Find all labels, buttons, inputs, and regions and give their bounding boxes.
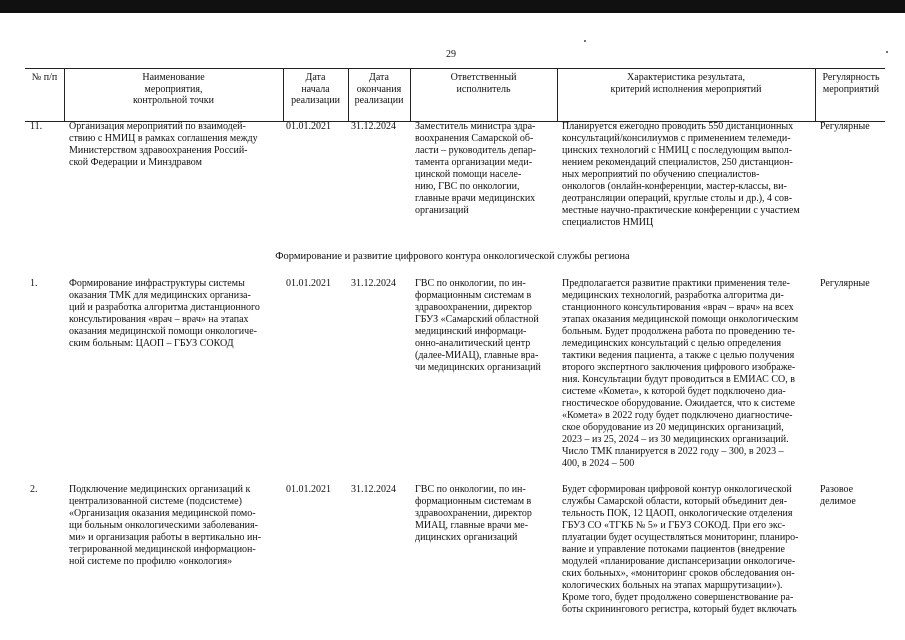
row-responsible-line: организаций bbox=[415, 205, 469, 216]
row-result bbox=[562, 278, 817, 470]
row-result-line: 2023 – из 25, 2024 – из 30 медицинских организаций. bbox=[562, 434, 789, 445]
row-name-line: Формирование инфраструктуры системы bbox=[69, 278, 245, 289]
row-responsible-line: Заместитель министра здра- bbox=[415, 121, 536, 132]
header-top-rule bbox=[25, 68, 885, 69]
row-responsible-line: ласти – руководитель депар- bbox=[415, 145, 537, 156]
row-responsible-line: формационным системам в bbox=[415, 290, 532, 301]
row-name-line: «Организация оказания медицинской помо- bbox=[69, 508, 256, 519]
row-result-line: медицинских технологий, разработка алгоритма ди- bbox=[562, 290, 784, 301]
row-responsible-line: онно-аналитический центр bbox=[415, 338, 531, 349]
row-result-line: этапах оказания медицинской помощи онкологическим bbox=[562, 314, 799, 325]
row-number: 1. bbox=[30, 278, 38, 289]
row-name-line: ций и разработка алгоритма дистанционного bbox=[69, 302, 260, 313]
row-result-line: гностическое оборудование. Ожидается, что к системе bbox=[562, 398, 795, 409]
header-start-line: Дата bbox=[305, 72, 326, 83]
row-result-line: ных мероприятий по обучению специалистов- bbox=[562, 169, 760, 180]
header-num-label: № п/п bbox=[31, 72, 58, 83]
page-number: 29 bbox=[446, 49, 456, 60]
row-regularity-line: Регулярные bbox=[820, 121, 870, 132]
row-name-line: Подключение медицинских организаций к bbox=[69, 484, 251, 495]
row-result-line: ских больных», «мониторинг сроков обследования он- bbox=[562, 568, 795, 579]
row-regularity bbox=[820, 484, 856, 508]
header-regularity-line: мероприятий bbox=[822, 83, 880, 95]
row-name-line: Организация мероприятий по взаимодей- bbox=[69, 121, 246, 132]
scan-speck bbox=[584, 40, 586, 42]
header-end-date bbox=[348, 72, 410, 107]
header-start-line: начала bbox=[301, 83, 330, 95]
row-name-line: ми» и организация работы в вертикально ин- bbox=[69, 532, 262, 543]
header-regularity-line: Регулярность bbox=[822, 72, 880, 83]
header-name-line: мероприятия, bbox=[144, 83, 203, 95]
row-responsible-line: дицинских организаций bbox=[415, 532, 518, 543]
row-start-date: 01.01.2021 bbox=[286, 121, 331, 132]
row-result-line: ния. Консультации будут проводиться в ЕМИАС СО, в bbox=[562, 374, 795, 385]
row-name-line: тегрированной медицинской информацион- bbox=[69, 544, 256, 555]
header-name-line: Наименование bbox=[142, 72, 205, 83]
header-end-line: реализации bbox=[354, 95, 404, 106]
row-name-line: ской Федерации и Минздравом bbox=[69, 157, 202, 168]
row-result bbox=[562, 121, 817, 229]
row-regularity bbox=[820, 121, 870, 133]
row-responsible-line: ГВС по онкологии, по ин- bbox=[415, 278, 526, 289]
row-responsible-line: медицинский информаци- bbox=[415, 326, 527, 337]
row-regularity bbox=[820, 278, 870, 290]
row-result-line: системе «Комета», к которой будет подключено диа- bbox=[562, 386, 786, 397]
row-responsible-line: формационным системам в bbox=[415, 496, 532, 507]
scan-top-edge bbox=[0, 0, 905, 13]
row-result-line: деотрансляции операций, круглые столы и др.), 4 сов- bbox=[562, 193, 793, 204]
row-regularity-line: Регулярные bbox=[820, 278, 870, 289]
row-result bbox=[562, 484, 817, 616]
row-result-line: местные научно-практические конференции с участием bbox=[562, 205, 800, 216]
row-result-line: Планируется ежегодно проводить 550 дистанционных bbox=[562, 121, 794, 132]
row-result-line: онкологов (онлайн-конференции, мастер-классы, ви- bbox=[562, 181, 787, 192]
row-responsible-line: нию, ГВС по онкологии, bbox=[415, 181, 520, 192]
row-result-line: ГБУЗ СО «ТГКБ № 5» и ГБУЗ СОКОД. При его экс- bbox=[562, 520, 786, 531]
row-responsible-line: ГБУЗ «Самарский областной bbox=[415, 314, 539, 325]
row-responsible-line: чи медицинских организаций bbox=[415, 362, 541, 373]
row-result-line: цинских технологий с НМИЦ с последующим выпол- bbox=[562, 145, 793, 156]
row-result-line: службы Самарской области, который объединит дея- bbox=[562, 496, 788, 507]
row-result-line: второго экспертного заключения цифрового изображе- bbox=[562, 362, 796, 373]
row-name-line: оказания ТМК для медицинских организа- bbox=[69, 290, 251, 301]
row-responsible-line: ГВС по онкологии, по ин- bbox=[415, 484, 526, 495]
row-result-line: кологических больных на этапах маршрутизации»). bbox=[562, 580, 783, 591]
row-name bbox=[69, 278, 279, 350]
row-regularity-line: Разовое bbox=[820, 484, 854, 495]
row-name bbox=[69, 484, 279, 568]
row-responsible-line: воохранения Самарской об- bbox=[415, 133, 534, 144]
header-end-line: Дата bbox=[369, 72, 389, 83]
row-name-line: консультирования «врач – врач» на этапах bbox=[69, 314, 249, 325]
section-title: Формирование и развитие цифрового контура онкологической службы региона bbox=[275, 251, 630, 262]
row-start-date: 01.01.2021 bbox=[286, 484, 331, 495]
row-result-line: больным. Будет продолжена работа по проведению те- bbox=[562, 326, 796, 337]
row-result-line: плуатации будет осуществляться мониторинг, планиро- bbox=[562, 532, 799, 543]
header-regularity bbox=[815, 72, 887, 95]
row-result-line: 400, в 2024 – 500 bbox=[562, 458, 635, 469]
row-result-line: Число ТМК планируется в 2022 году – 300, в 2023 – bbox=[562, 446, 784, 457]
row-result-line: ское оборудование из 20 медицинских организаций, bbox=[562, 422, 784, 433]
scan-speck bbox=[886, 51, 888, 53]
row-responsible-line: МИАЦ, главные врачи ме- bbox=[415, 520, 529, 531]
header-end-line: окончания bbox=[356, 83, 402, 95]
header-start-line: реализации bbox=[291, 95, 340, 106]
row-name-line: Министерством здравоохранения Россий- bbox=[69, 145, 248, 156]
row-result-line: нением рекомендаций специалистов, 250 дистанцион- bbox=[562, 157, 793, 168]
row-end-date: 31.12.2024 bbox=[351, 278, 396, 289]
row-number: 2. bbox=[30, 484, 38, 495]
row-name-line: щи больным онкологическими заболевания- bbox=[69, 520, 258, 531]
header-responsible-line: исполнитель bbox=[456, 83, 511, 95]
row-responsible-line: тамента организации меди- bbox=[415, 157, 533, 168]
row-result-line: станционного консультирования «врач – врач» на всех bbox=[562, 302, 794, 313]
header-name-line: контрольной точки bbox=[132, 95, 215, 106]
row-start-date: 01.01.2021 bbox=[286, 278, 331, 289]
header-name bbox=[64, 72, 283, 107]
row-result-line: Кроме того, будет продолжено совершенствование ра- bbox=[562, 592, 794, 603]
row-responsible-line: цинской помощи населе- bbox=[415, 169, 522, 180]
row-responsible-line: здравоохранении, директор bbox=[415, 508, 532, 519]
header-result-line: Характеристика результата, bbox=[627, 72, 745, 83]
row-result-line: тельность ПОК, 12 ЦАОП, онкологические отделения bbox=[562, 508, 793, 519]
row-name bbox=[69, 121, 279, 169]
row-result-line: тактики ведения пациента, а также с целью получения bbox=[562, 350, 795, 361]
header-num bbox=[25, 72, 64, 84]
row-result-line: «Комета» в 2022 году будет подключено диагностиче- bbox=[562, 410, 793, 421]
header-responsible bbox=[410, 72, 557, 95]
row-name-line: ским больным: ЦАОП – ГБУЗ СОКОД bbox=[69, 338, 234, 349]
header-result-line: критерий исполнения мероприятий bbox=[610, 83, 762, 95]
row-result-line: модулей «планирование диспансеризации онкологиче- bbox=[562, 556, 796, 567]
row-name-line: оказания медицинской помощи онкологиче- bbox=[69, 326, 257, 337]
row-end-date: 31.12.2024 bbox=[351, 484, 396, 495]
row-name-line: ной системе по профилю «онкология» bbox=[69, 556, 233, 567]
row-result-line: Предполагается развитие практики применения теле- bbox=[562, 278, 790, 289]
row-number: 11. bbox=[30, 121, 43, 132]
row-responsible bbox=[415, 278, 555, 374]
row-result-line: консультаций/консилиумов с применением телемеди- bbox=[562, 133, 791, 144]
row-name-line: централизованной системе (подсистеме) bbox=[69, 496, 242, 507]
row-regularity-line: делимое bbox=[820, 496, 856, 507]
row-result-line: Будет сформирован цифровой контур онкологической bbox=[562, 484, 792, 495]
row-responsible-line: (далее-МИАЦ), главные вра- bbox=[415, 350, 539, 361]
header-start-date bbox=[283, 72, 348, 107]
row-responsible bbox=[415, 121, 555, 217]
row-end-date: 31.12.2024 bbox=[351, 121, 396, 132]
row-result-line: вание и управление потоками пациентов (внедрение bbox=[562, 544, 785, 555]
row-result-line: боты скринингового регистра, который будет включать bbox=[562, 604, 797, 615]
header-responsible-line: Ответственный bbox=[450, 72, 517, 83]
row-name-line: ствию с НМИЦ в рамках соглашения между bbox=[69, 133, 258, 144]
row-responsible-line: главные врачи медицинских bbox=[415, 193, 536, 204]
row-result-line: лемедицинских консультаций с целью определения bbox=[562, 338, 782, 349]
header-result bbox=[557, 72, 815, 95]
row-responsible bbox=[415, 484, 555, 544]
row-responsible-line: здравоохранении, директор bbox=[415, 302, 532, 313]
row-result-line: специалистов НМИЦ bbox=[562, 217, 654, 228]
